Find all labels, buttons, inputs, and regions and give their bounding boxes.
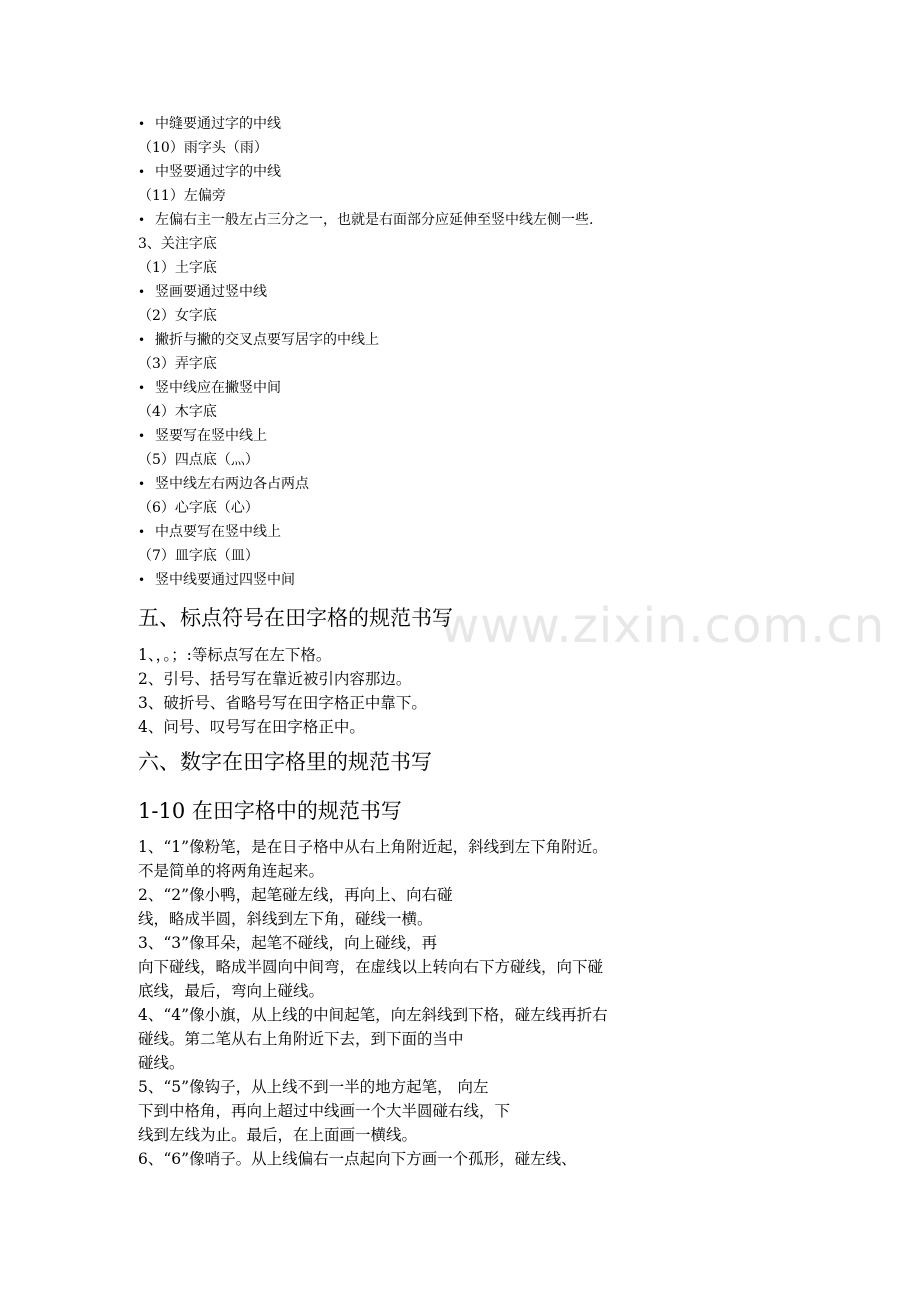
paragraph-line: 4、问号、叹号写在田字格正中。 bbox=[138, 718, 365, 736]
paragraph-line: 线到左线为止。最后，在上面画一横线。 bbox=[138, 1126, 418, 1144]
subheading: （1）土字底 bbox=[138, 260, 217, 276]
paragraph-line: 下到中格角，再向上超过中线画一个大半圆碰右线，下 bbox=[138, 1102, 511, 1120]
paragraph-line: 碰线。 bbox=[138, 1054, 185, 1072]
paragraph-line: 6、“6”像哨子。从上线偏右一点起向下方画一个孤形，碰左线、 bbox=[138, 1150, 577, 1168]
bullet-item: • 中点要写在竖中线上 bbox=[138, 522, 281, 542]
bullet-item: • 左偏右主一般左占三分之一，也就是右面部分应延伸至竖中线左侧一些. bbox=[138, 210, 593, 230]
subheading: （7）皿字底（皿） bbox=[138, 548, 259, 564]
subheading: （11）左偏旁 bbox=[138, 188, 226, 204]
paragraph-line: 1、，。；:等标点写在左下格。 bbox=[138, 646, 332, 664]
paragraph-line: 4、“4”像小旗，从上线的中间起笔，向左斜线到下格，碰左线再折右 bbox=[138, 1006, 608, 1024]
paragraph-line: 向下碰线，略成半圆向中间弯，在虚线以上转向右下方碰线，向下碰 bbox=[138, 958, 604, 976]
paragraph-line: 线，略成半圆，斜线到左下角，碰线一横。 bbox=[138, 910, 433, 928]
paragraph-line: 1、“1”像粉笔，是在日子格中从右上角附近起，斜线到左下角附近。 bbox=[138, 838, 608, 856]
subheading: （2）女字底 bbox=[138, 308, 217, 324]
bullet-item: • 竖中线要通过四竖中间 bbox=[138, 570, 295, 590]
section-title: 五、标点符号在田字格的规范书写 bbox=[138, 606, 453, 630]
paragraph-line: 5、“5”像钩子，从上线不到一半的地方起笔， 向左 bbox=[138, 1078, 489, 1096]
subheading: （5）四点底（灬） bbox=[138, 452, 259, 468]
subheading: （6）心字底（心） bbox=[138, 500, 259, 516]
bullet-item: • 中竖要通过字的中线 bbox=[138, 162, 281, 182]
paragraph-line: 底线，最后，弯向上碰线。 bbox=[138, 982, 325, 1000]
bullet-item: • 中缝要通过字的中线 bbox=[138, 114, 281, 134]
subheading: （4）木字底 bbox=[138, 404, 217, 420]
paragraph-line: 3、“3”像耳朵，起笔不碰线，向上碰线，再 bbox=[138, 934, 438, 952]
section-title: 六、数字在田字格里的规范书写 bbox=[138, 750, 432, 774]
bullet-item: • 竖中线左右两边各占两点 bbox=[138, 474, 309, 494]
watermark: www.zixin.com.cn bbox=[440, 598, 886, 654]
bullet-item: • 竖画要通过竖中线 bbox=[138, 282, 267, 302]
subheading: （3）弄字底 bbox=[138, 356, 217, 372]
paragraph-line: 2、引号、括号写在靠近被引内容那边。 bbox=[138, 670, 412, 688]
bullet-item: • 竖要写在竖中线上 bbox=[138, 426, 267, 446]
paragraph-line: 碰线。第二笔从右上角附近下去，到下面的当中 bbox=[138, 1030, 464, 1048]
paragraph-line: 3、破折号、省略号写在田字格正中靠下。 bbox=[138, 694, 427, 712]
bullet-item: • 竖中线应在撇竖中间 bbox=[138, 378, 281, 398]
paragraph-line: 不是简单的将两角连起来。 bbox=[138, 862, 325, 880]
bullet-item: • 撇折与撇的交叉点要写居字的中线上 bbox=[138, 330, 379, 350]
paragraph-line: 2、“2”像小鸭，起笔碰左线，再向上、向右碰 bbox=[138, 886, 453, 904]
section-title: 1-10 在田字格中的规范书写 bbox=[138, 799, 402, 823]
subheading: （10）雨字头（雨） bbox=[138, 140, 268, 156]
section-heading: 3、关注字底 bbox=[138, 236, 217, 252]
